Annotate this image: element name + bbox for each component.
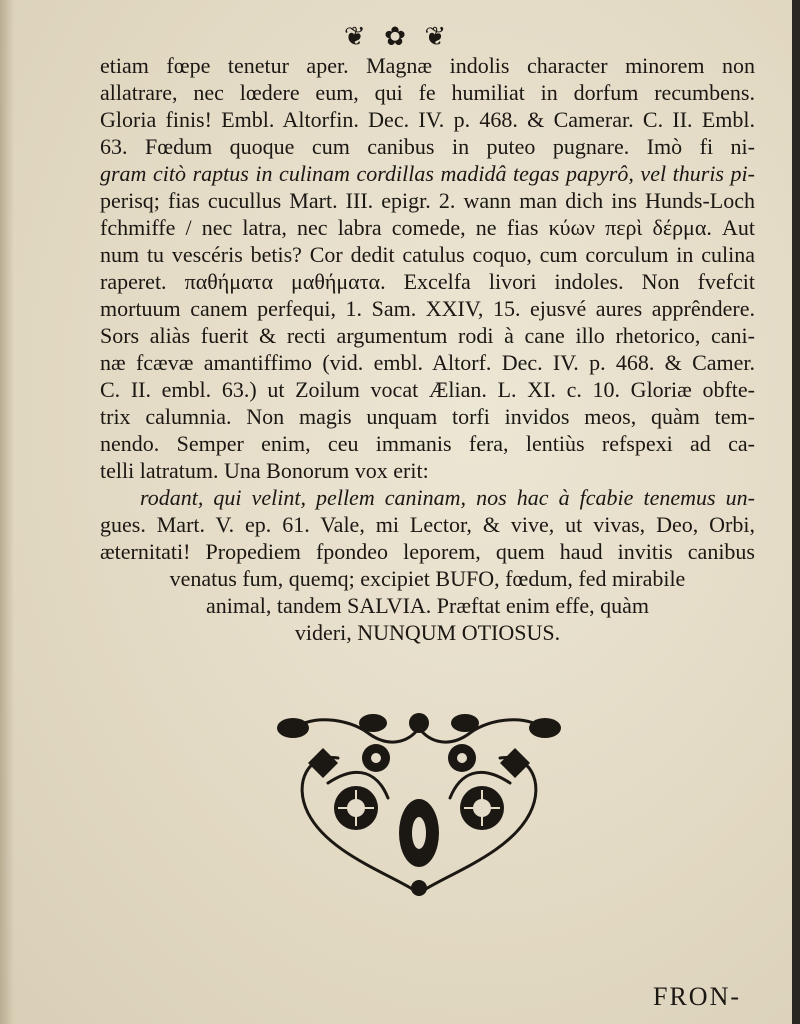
printer-headpiece-ornament: ❦ ✿ ❦ bbox=[343, 22, 453, 51]
text-line: perisq; fias cucullus Mart. III. epigr. 2. wann man dich ins Hunds-Loch bbox=[100, 188, 755, 213]
text-line: gram citò raptus in culinam cordillas madidâ tegas papyrô, vel thuris pi- bbox=[100, 161, 755, 186]
text-line: etiam fœpe tenetur aper. Magnæ indolis character minorem non bbox=[100, 53, 755, 78]
text-line: animal, tandem SALVIA. Præftat enim effe, quàm bbox=[206, 593, 649, 618]
text-line: gues. Mart. V. ep. 61. Vale, mi Lector, & vive, ut vivas, Deo, Orbi, bbox=[100, 512, 755, 537]
text-line: næ fcævæ amantiffimo (vid. embl. Altorf. Dec. IV. p. 468. & Camer. bbox=[100, 350, 755, 375]
text-line: venatus fum, quemq; excipiet BUFO, fœdum, fed mirabile bbox=[169, 566, 686, 591]
text-line: mortuum canem perfequi, 1. Sam. XXIV, 15. ejusvé aures apprêndere. bbox=[100, 296, 755, 321]
page-gutter-shadow bbox=[0, 0, 14, 1024]
text-line: num tu vescéris betis? Cor dedit catulus coquo, cum corculum in culina bbox=[100, 242, 755, 267]
text-line: telli latratum. Una Bonorum vox erit: bbox=[100, 458, 429, 483]
text-line: raperet. παθήματα μαθήματα. Excelfa livori indoles. Non fvefcit bbox=[100, 269, 755, 294]
text-line: C. II. embl. 63.) ut Zoilum vocat Ælian. L. XI. c. 10. Gloriæ obfte- bbox=[100, 377, 755, 402]
text-line: Sors aliàs fuerit & recti argumentum rodi à cane illo rhetorico, cani- bbox=[100, 323, 755, 348]
text-line: allatrare, nec lœdere eum, qui fe humiliat in dorfum recumbens. bbox=[100, 80, 755, 105]
body-text bbox=[100, 52, 755, 646]
text-line: videri, NUNQUM OTIOSUS. bbox=[294, 620, 561, 645]
text-line: trix calumnia. Non magis unquam torfi invidos meos, quàm tem- bbox=[100, 404, 755, 429]
text-line: Gloria finis! Embl. Altorfin. Dec. IV. p. 468. & Camerar. C. II. Embl. bbox=[100, 107, 755, 132]
floral-tailpiece-ornament bbox=[268, 703, 570, 898]
text-line: 63. Fœdum quoque cum canibus in puteo pugnare. Imò fi ni- bbox=[100, 134, 755, 159]
text-line: æternitati! Propediem fpondeo leporem, quem haud invitis canibus bbox=[100, 539, 755, 564]
catchword: FRON- bbox=[652, 982, 741, 1011]
text-line: fchmiffe / nec latra, nec labra comede, ne fias κύων περὶ δέρμα. Aut bbox=[100, 215, 755, 240]
text-line: nendo. Semper enim, ceu immanis fera, lentiùs refspexi ad ca- bbox=[100, 431, 755, 456]
page-edge bbox=[792, 0, 796, 1024]
verse-line: rodant, qui velint, pellem caninam, nos hac à fcabie tenemus un- bbox=[140, 485, 755, 510]
